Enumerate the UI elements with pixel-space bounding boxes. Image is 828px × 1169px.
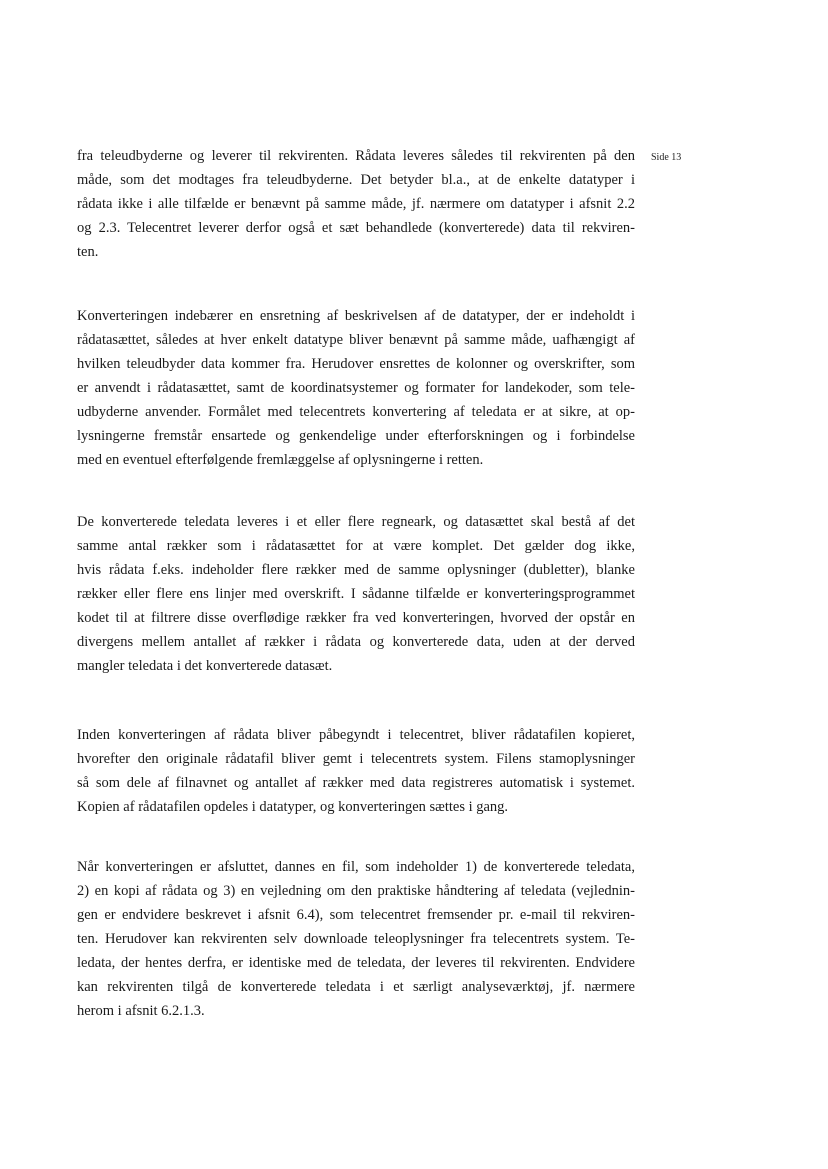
text-line: 2) en kopi af rådata og 3) en vejledning om den praktiske håndtering af teledata (vejlednin- (77, 883, 635, 899)
text-line: hvis rådata f.eks. indeholder flere rækker med de samme oplysninger (dubletter), blanke (77, 562, 635, 578)
paragraph-delivery-file (77, 855, 635, 1023)
text-line: rækker eller flere ens linjer med overskrift. I sådanne tilfælde er konverteringsprogrammet (77, 586, 635, 602)
text-line: er anvendt i rådatasættet, samt de koordinatsystemer og formater for landekoder, som tele- (77, 380, 635, 396)
text-line: kodet til at filtrere disse overflødige rækker fra ved konverteringen, hvorved der opstår en (77, 610, 635, 626)
text-line: fra teleudbyderne og leverer til rekvirenten. Rådata leveres således til rekvirenten på den (77, 148, 635, 164)
text-line: samme antal rækker som i rådatasættet for at være komplet. Det gælder dog ikke, (77, 538, 635, 554)
paragraph-conversion-purpose (77, 304, 635, 472)
text-line: rådatasættet, således at hver enkelt datatype bliver benævnt på samme måde, uafhængigt af (77, 332, 635, 348)
paragraph-raw-data-delivery (77, 144, 635, 264)
text-line: lysningerne fremstår ensartede og genkendelige under efterforskningen og i forbindelse (77, 428, 635, 444)
text-line: Når konverteringen er afsluttet, dannes en fil, som indeholder 1) de konverterede teledata, (77, 859, 635, 875)
text-line: hvorefter den originale rådatafil bliver gemt i telecentrets system. Filens stamoplysninger (77, 751, 635, 767)
text-line: med en eventuel efterfølgende fremlæggelse af oplysningerne i retten. (77, 452, 484, 468)
text-line: divergens mellem antallet af rækker i rådata og konverterede data, uden at der derved (77, 634, 635, 650)
page-number: Side 13 (651, 152, 682, 163)
text-line: udbyderne anvender. Formålet med telecentrets konvertering af teledata er at sikre, at op- (77, 404, 635, 420)
text-line: herom i afsnit 6.2.1.3. (77, 1003, 205, 1019)
paragraph-spreadsheet-rows (77, 510, 635, 678)
text-line: kan rekvirenten tilgå de konverterede teledata i et særligt analyseværktøj, jf. nærmere (77, 979, 635, 995)
text-line: Inden konverteringen af rådata bliver påbegyndt i telecentret, bliver rådatafilen kopieret, (77, 727, 635, 743)
text-line: rådata ikke i alle tilfælde er benævnt på samme måde, jf. nærmere om datatyper i afsnit 2.2 (77, 196, 635, 212)
text-line: og 2.3. Telecentret leverer derfor også et sæt behandlede (konverterede) data til rekviren- (77, 220, 635, 236)
text-line: ledata, der hentes derfra, er identiske med de teledata, der leveres til rekvirenten. Endvidere (77, 955, 635, 971)
text-line: ten. Herudover kan rekvirenten selv downloade teleoplysninger fra telecentrets system. Te- (77, 931, 635, 947)
text-line: ten. (77, 244, 99, 260)
paragraph-file-copy (77, 723, 635, 819)
text-line: hvilken teleudbyder data kommer fra. Herudover ensrettes de kolonner og overskrifter, som (77, 356, 635, 372)
text-line: mangler teledata i det konverterede datasæt. (77, 658, 333, 674)
text-line: Konverteringen indebærer en ensretning af beskrivelsen af de datatyper, der er indeholdt i (77, 308, 635, 324)
text-line: så som dele af filnavnet og antallet af rækker med data registreres automatisk i systemet. (77, 775, 635, 791)
text-line: Kopien af rådatafilen opdeles i datatyper, og konverteringen sættes i gang. (77, 799, 509, 815)
text-line: gen er endvidere beskrevet i afsnit 6.4), som telecentret fremsender pr. e-mail til rekviren- (77, 907, 635, 923)
text-line: måde, som det modtages fra teleudbyderne. Det betyder bl.a., at de enkelte datatyper i (77, 172, 635, 188)
text-line: De konverterede teledata leveres i et eller flere regneark, og datasættet skal bestå af det (77, 514, 635, 530)
